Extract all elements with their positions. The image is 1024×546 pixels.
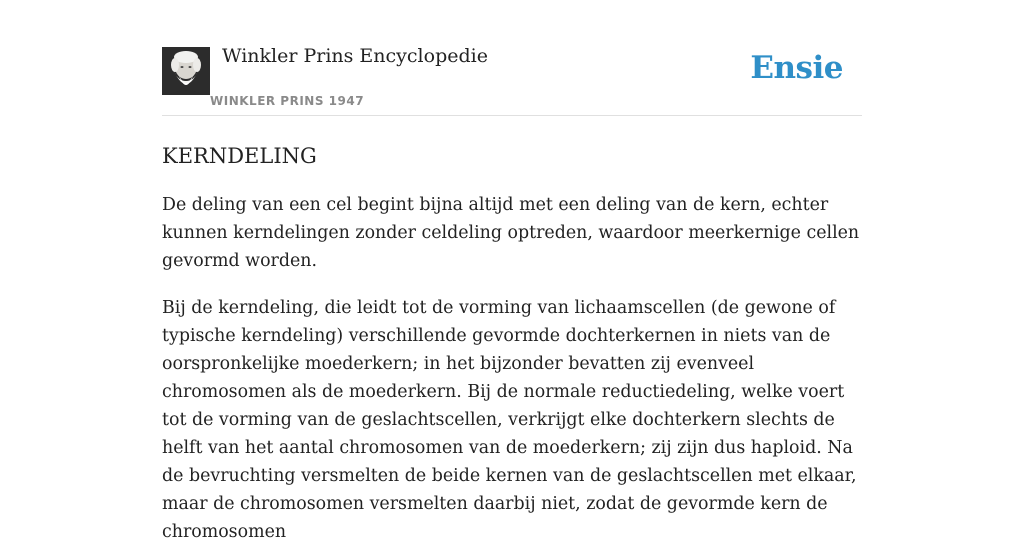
header (162, 0, 862, 116)
article-container (162, 0, 862, 546)
article-title: KERNDELING (162, 144, 317, 168)
article-paragraph-2: Bij de kerndeling, die leidt tot de vorming van lichaamscellen (de gewone of typische kerndeling) verschillende gevormde dochterkernen in niets van de oorspronkelijke moederkern; in het bijzonder bevatten zij evenveel chromosomen als de moederkern. Bij de normale reductiedeling, welke voert tot de vorming van de geslachtscellen, verkrijgt elke dochterkern slechts de helft van het aantal chromosomen van de moederkern; zij zijn dus haploid. Na de bevruchting versmelten de beide kernen van de geslachtscellen met elkaar, maar de chromosomen versmelten daarbij niet, zodat de gevormde kern de chromosomen (162, 298, 857, 542)
source-title[interactable]: Winkler Prins Encyclopedie (222, 45, 488, 67)
bearded-man-portrait-icon (162, 47, 210, 95)
source-subtitle: WINKLER PRINS 1947 (210, 94, 365, 108)
brand-logo[interactable]: Ensie (750, 50, 843, 86)
article-paragraph-1: De deling van een cel begint bijna altijd met een deling van de kern, echter kunnen kerndelingen zonder celdeling optreden, waardoor meerkernige cellen gevormd worden. (162, 195, 860, 271)
avatar[interactable] (162, 47, 210, 95)
